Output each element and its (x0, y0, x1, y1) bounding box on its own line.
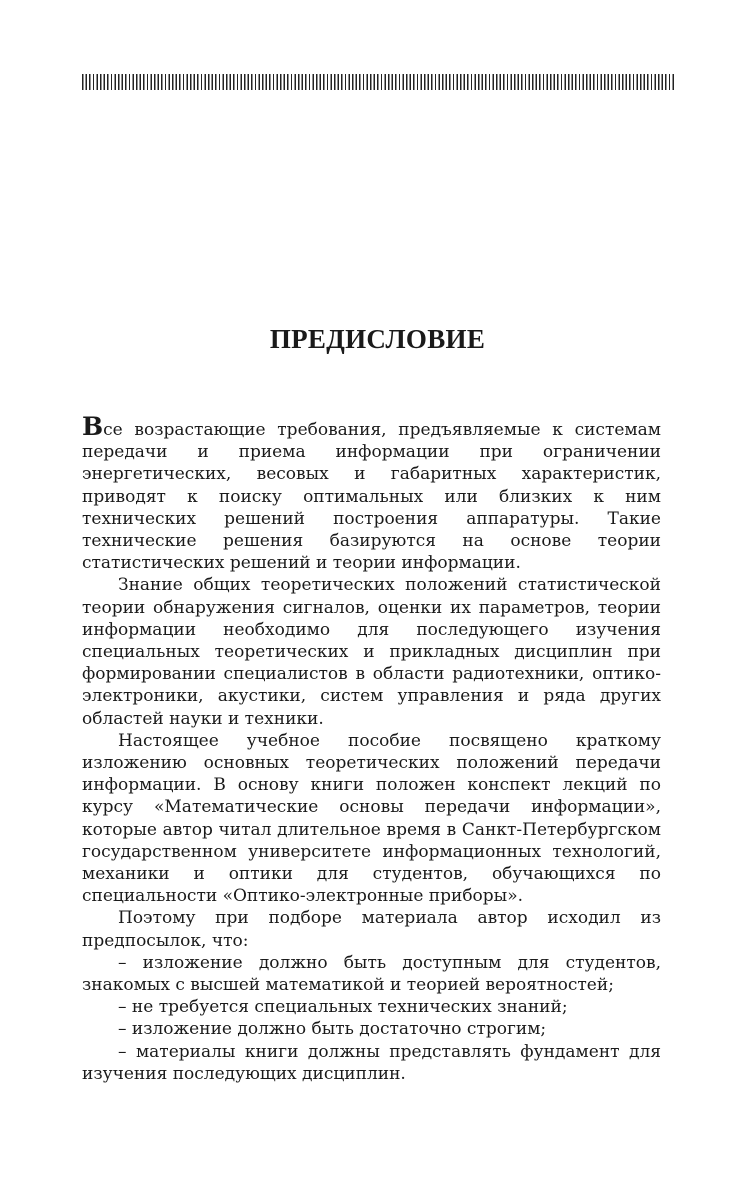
decorative-top-rule (82, 74, 674, 90)
paragraph-1 (82, 412, 661, 574)
paragraph-3: Настоящее учебное пособие посвящено краткому изложению основных теоретических положений передачи информации. В основу книги положен конспект лекций по курсу «Математические основы передачи информации», которые автор читал длительное время в Санкт-Петербургском государственном университете информационных технологий, механики и оптики для студентов, обучающихся по специальности «Оптико-электронные приборы». (82, 730, 661, 907)
list-item: – материалы книги должны представлять фундамент для изучения последующих дисциплин. (82, 1041, 661, 1084)
paragraph-1-text: се возрастающие требования, предъявляемые к системам передачи и приема информации при ограничении энергетических, весовых и габаритных характеристик, приводят к поиску оптимальных или близких к ним технических решений построения аппаратуры. Такие технические решения базируются на основе теории статистических решений и теории информации. (82, 420, 661, 574)
paragraph-2: Знание общих теоретических положений статистической теории обнаружения сигналов, оценки их параметров, теории информации необходимо для последующего изучения специальных теоретических и прикладных дисциплин при формировании специалистов в области радиотехники, оптико-электроники, акустики, систем управления и ряда других областей науки и техники. (82, 575, 661, 729)
list-item: – не требуется специальных технических знаний; (118, 997, 568, 1018)
preface-body (82, 412, 661, 1085)
list-item: – изложение должно быть доступным для студентов, знакомых с высшей математикой и теорией вероятностей; (82, 952, 661, 996)
page-title: ПРЕДИСЛОВИЕ (269, 324, 486, 354)
list-item: – изложение должно быть достаточно строгим; (118, 1019, 547, 1040)
paragraph-4: Поэтому при подборе материала автор исходил из предпосылок, что: (82, 908, 661, 951)
drop-cap: В (82, 412, 104, 441)
